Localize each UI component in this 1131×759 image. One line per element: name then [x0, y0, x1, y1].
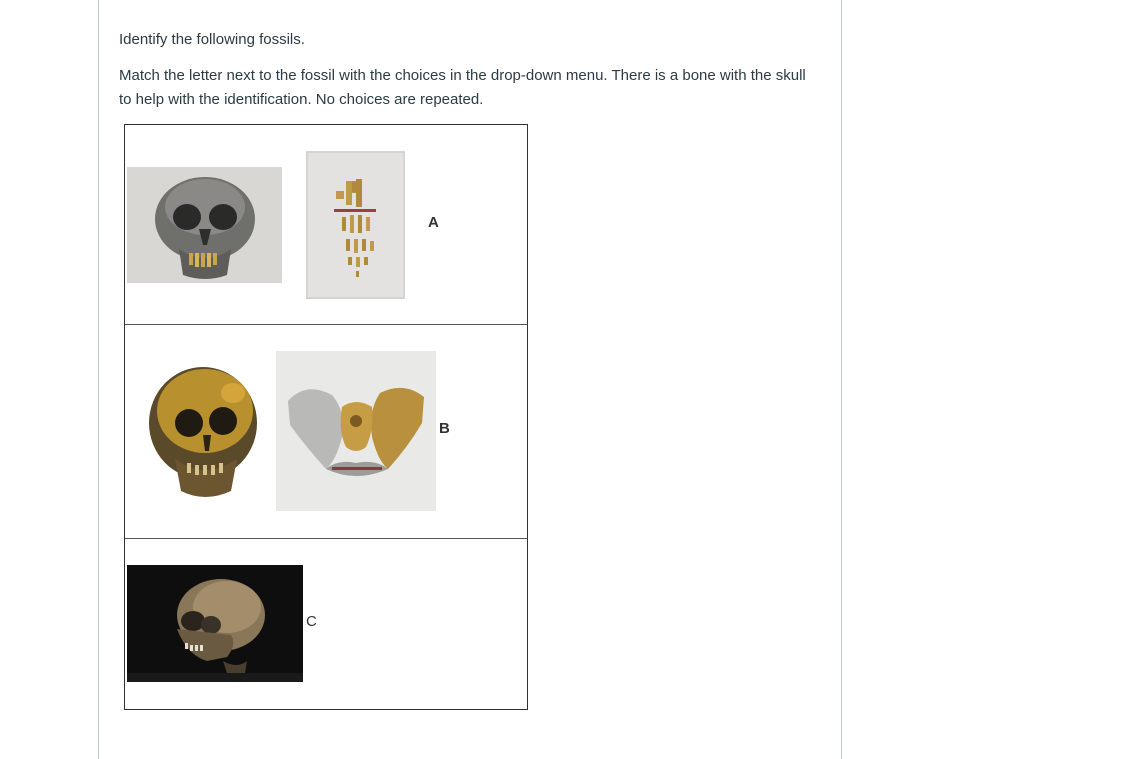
fossil-table — [124, 124, 528, 710]
question-instructions: Match the letter next to the fossil with the choices in the drop-down menu. There is a bone with the skull to help with the identification. No choices are repeated. — [119, 67, 806, 108]
fossil-letter-c: C — [306, 613, 317, 630]
fossil-letter-a: A — [428, 214, 439, 231]
fossil-letter-b: B — [439, 420, 450, 437]
golden-skull-photo-icon — [145, 363, 259, 503]
question-title: Identify the following fossils. — [119, 31, 305, 48]
question-panel — [98, 0, 842, 759]
fossil-row-c — [125, 539, 527, 709]
gray-skull-photo-icon — [127, 167, 282, 283]
pelvis-photo-icon — [276, 351, 436, 511]
fossil-row-b — [125, 325, 527, 539]
fossil-row-a — [125, 125, 527, 325]
dark-skull-photo-icon — [127, 565, 303, 682]
hand-bones-photo-icon — [306, 151, 405, 299]
